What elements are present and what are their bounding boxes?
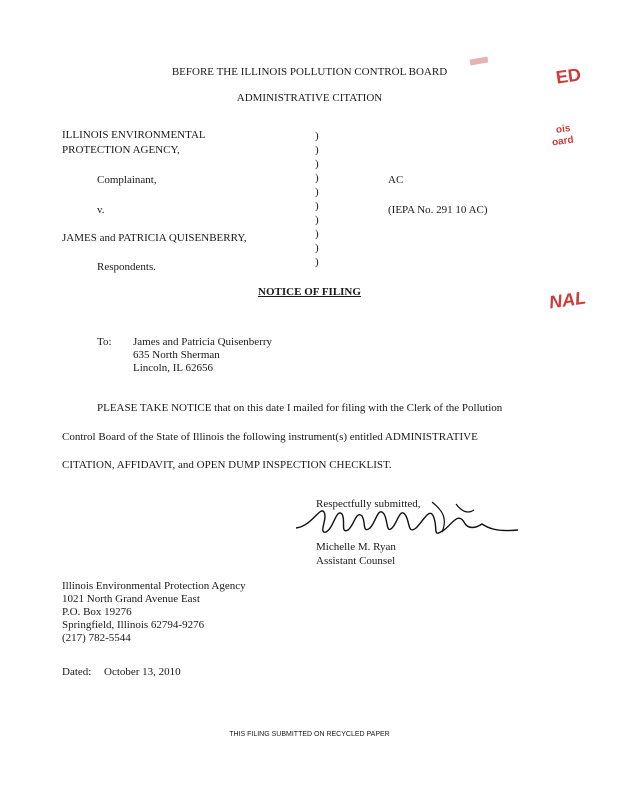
signer-title: Assistant Counsel [316, 555, 396, 567]
recycled-paper-footer: THIS FILING SUBMITTED ON RECYCLED PAPER [229, 731, 390, 738]
agency-street: 1021 North Grand Avenue East [62, 593, 200, 605]
paren: ) [315, 186, 319, 198]
agency-city: Springfield, Illinois 62794-9276 [62, 619, 205, 631]
complainant-name-line2: PROTECTION AGENCY, [62, 144, 180, 156]
stamp-fragment-top: ED [554, 64, 583, 88]
signer-name: Michelle M. Ryan [316, 541, 396, 553]
paren: ) [315, 228, 319, 240]
paren: ) [315, 130, 319, 142]
respondent-name: JAMES and PATRICIA QUISENBERRY, [62, 232, 247, 244]
iepa-number: (IEPA No. 291 10 AC) [388, 204, 488, 216]
citation-heading: ADMINISTRATIVE CITATION [236, 92, 383, 104]
agency-phone: (217) 782-5544 [62, 632, 131, 644]
paren: ) [315, 158, 319, 170]
caption-parentheses [315, 129, 325, 269]
dated-value: October 13, 2010 [104, 666, 181, 678]
board-heading: BEFORE THE ILLINOIS POLLUTION CONTROL BOARD [171, 66, 448, 78]
case-ac: AC [388, 174, 404, 186]
dated-label: Dated: [62, 666, 92, 678]
body-line-2: Control Board of the State of Illinois the following instrument(s) entitled ADMINISTRATIVE [62, 431, 478, 443]
agency-name: Illinois Environmental Protection Agency [62, 580, 246, 592]
recipient-city: Lincoln, IL 62656 [133, 362, 213, 374]
stamp-fragment-mid1: ois [555, 123, 572, 136]
body-line-1: PLEASE TAKE NOTICE that on this date I mailed for filing with the Clerk of the Pollution [97, 402, 503, 414]
agency-po-box: P.O. Box 19276 [62, 606, 132, 618]
paren: ) [315, 200, 319, 212]
to-label: To: [97, 336, 112, 348]
notice-title: NOTICE OF FILING [258, 286, 361, 298]
paren: ) [315, 172, 319, 184]
stamp-mark [470, 56, 489, 65]
body-line-3: CITATION, AFFIDAVIT, and OPEN DUMP INSPECTION CHECKLIST. [62, 459, 392, 471]
closing: Respectfully submitted, [316, 498, 421, 510]
complainant-name-line1: ILLINOIS ENVIRONMENTAL [62, 129, 206, 141]
paren: ) [315, 214, 319, 226]
paren: ) [315, 256, 319, 268]
respondent-label: Respondents. [97, 261, 156, 273]
paren: ) [315, 144, 319, 156]
recipient-name: James and Patricia Quisenberry [133, 336, 272, 348]
stamp-fragment-bottom: NAL [547, 287, 588, 313]
paren: ) [315, 242, 319, 254]
stamp-fragment-mid2: oard [551, 134, 575, 149]
complainant-label: Complainant, [97, 174, 157, 186]
versus-label: v. [97, 204, 105, 216]
recipient-street: 635 North Sherman [133, 349, 220, 361]
